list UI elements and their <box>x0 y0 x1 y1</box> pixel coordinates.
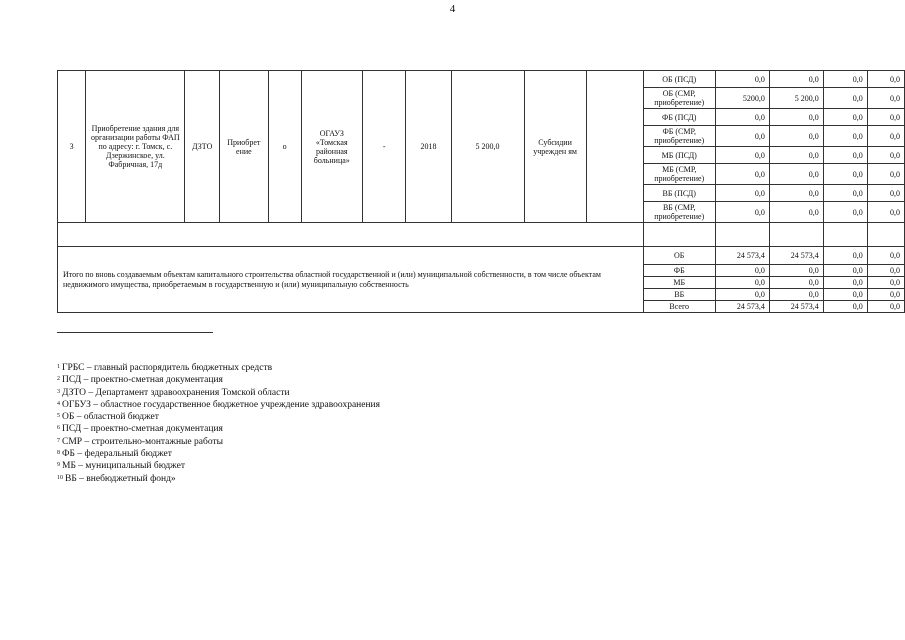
footnote-number: 6 <box>57 425 60 432</box>
spacer-cell <box>769 223 823 247</box>
project-cost: 5 200,0 <box>451 71 524 223</box>
value-cell: 0,0 <box>823 147 867 164</box>
footnote-number: 4 <box>57 400 60 407</box>
value-cell: 0,0 <box>823 109 867 126</box>
value-cell: 0,0 <box>867 71 904 88</box>
value-cell: 0,0 <box>867 301 904 313</box>
value-cell: 0,0 <box>823 265 867 277</box>
value-cell: 24 573,4 <box>769 247 823 265</box>
value-cell: 0,0 <box>715 277 769 289</box>
value-cell: 0,0 <box>715 71 769 88</box>
budget-source: ФБ <box>643 265 715 277</box>
value-cell: 0,0 <box>715 265 769 277</box>
footnote-text: ПСД – проектно-сметная документация <box>62 375 223 386</box>
value-cell: 0,0 <box>867 164 904 185</box>
value-cell: 0,0 <box>769 126 823 147</box>
value-cell: 0,0 <box>769 185 823 202</box>
value-cell: 0,0 <box>823 202 867 223</box>
value-cell: 24 573,4 <box>769 301 823 313</box>
value-cell: 0,0 <box>769 289 823 301</box>
project-name: Приобретение здания для организации работы ФАП по адресу: г. Томск, с. Дзержинское, ул. Фабричная, 17д <box>86 71 185 223</box>
value-cell: 0,0 <box>769 202 823 223</box>
value-cell: 0,0 <box>867 202 904 223</box>
footnote-text: ОБ – областной бюджет <box>62 412 159 423</box>
value-cell: 0,0 <box>867 88 904 109</box>
value-cell: 0,0 <box>715 164 769 185</box>
value-cell: 0,0 <box>823 164 867 185</box>
budget-source: ОБ <box>643 247 715 265</box>
project-dash: - <box>362 71 406 223</box>
value-cell: 0,0 <box>715 126 769 147</box>
value-cell: 5 200,0 <box>769 88 823 109</box>
spacer-cell <box>823 223 867 247</box>
value-cell: 0,0 <box>769 71 823 88</box>
footnote <box>57 362 380 374</box>
value-cell: 0,0 <box>769 109 823 126</box>
project-form: Субсидии учрежден ям <box>524 71 586 223</box>
value-cell: 0,0 <box>867 126 904 147</box>
footnote-number: 10 <box>57 474 63 481</box>
value-cell: 0,0 <box>867 277 904 289</box>
footnote-number: 3 <box>57 388 60 395</box>
footnote-text: ДЗТО – Департамент здравоохранения Томской области <box>62 387 290 398</box>
spacer-cell <box>715 223 769 247</box>
value-cell: 0,0 <box>867 147 904 164</box>
footnote-number: 8 <box>57 450 60 457</box>
value-cell: 0,0 <box>867 185 904 202</box>
spacer-cell <box>643 223 715 247</box>
table-row <box>58 71 905 88</box>
value-cell: 0,0 <box>715 185 769 202</box>
value-cell: 0,0 <box>823 71 867 88</box>
footnote-number: 1 <box>57 364 60 370</box>
project-section <box>58 71 905 223</box>
footnote <box>57 399 380 411</box>
footnote <box>57 423 380 435</box>
value-cell: 5200,0 <box>715 88 769 109</box>
value-cell: 24 573,4 <box>715 247 769 265</box>
project-year: 2018 <box>406 71 451 223</box>
footnote-text: ОГБУЗ – областное государственное бюджетное учреждение здравоохранения <box>62 399 380 410</box>
footnote <box>57 387 380 399</box>
summary-section <box>58 247 905 313</box>
value-cell: 0,0 <box>867 265 904 277</box>
footnote-separator <box>57 332 213 333</box>
budget-source: ВБ <box>643 289 715 301</box>
value-cell: 0,0 <box>769 277 823 289</box>
footnote-number: 2 <box>57 376 60 383</box>
project-o: о <box>268 71 301 223</box>
value-cell: 0,0 <box>769 164 823 185</box>
budget-source: Всего <box>643 301 715 313</box>
footnote <box>57 460 380 472</box>
project-grbs: ДЗТО <box>185 71 220 223</box>
summary-row <box>58 247 905 265</box>
value-cell: 0,0 <box>867 109 904 126</box>
budget-source: ОБ (ПСД) <box>643 71 715 88</box>
value-cell: 0,0 <box>715 202 769 223</box>
budget-source: ВБ (СМР, приобретение) <box>643 202 715 223</box>
footnotes <box>57 362 380 485</box>
project-blank <box>586 71 643 223</box>
budget-source: МБ (СМР, приобретение) <box>643 164 715 185</box>
value-cell: 0,0 <box>769 147 823 164</box>
footnote-text: ГРБС – главный распорядитель бюджетных средств <box>62 363 273 373</box>
value-cell: 0,0 <box>769 265 823 277</box>
value-cell: 0,0 <box>823 301 867 313</box>
footnote-number: 5 <box>57 413 60 420</box>
value-cell: 0,0 <box>715 289 769 301</box>
footnote <box>57 411 380 423</box>
value-cell: 0,0 <box>867 247 904 265</box>
value-cell: 24 573,4 <box>715 301 769 313</box>
budget-source: ФБ (СМР, приобретение) <box>643 126 715 147</box>
spacer-section <box>58 223 905 247</box>
value-cell: 0,0 <box>715 147 769 164</box>
budget-source: МБ <box>643 277 715 289</box>
value-cell: 0,0 <box>823 277 867 289</box>
budget-source: МБ (ПСД) <box>643 147 715 164</box>
page-number: 4 <box>449 3 456 15</box>
footnote-text: МБ – муниципальный бюджет <box>62 461 185 472</box>
budget-source: ОБ (СМР, приобретение) <box>643 88 715 109</box>
footnote <box>57 448 380 460</box>
value-cell: 0,0 <box>823 289 867 301</box>
value-cell: 0,0 <box>715 109 769 126</box>
project-type: Приобрет ение <box>220 71 269 223</box>
footnote-text: СМР – строительно-монтажные работы <box>62 436 223 447</box>
value-cell: 0,0 <box>823 247 867 265</box>
footnote-text: ПСД – проектно-сметная документация <box>62 424 223 435</box>
project-number: 3 <box>58 71 86 223</box>
value-cell: 0,0 <box>823 88 867 109</box>
project-organization: ОГАУЗ «Томская районная больница» <box>301 71 362 223</box>
value-cell: 0,0 <box>823 126 867 147</box>
budget-source: ВБ (ПСД) <box>643 185 715 202</box>
footnote-number: 9 <box>57 462 60 469</box>
budget-source: ФБ (ПСД) <box>643 109 715 126</box>
capital-construction-table <box>57 70 905 313</box>
footnote <box>57 374 380 386</box>
footnote <box>57 473 380 485</box>
footnote <box>57 436 380 448</box>
value-cell: 0,0 <box>823 185 867 202</box>
footnote-text: ФБ – федеральный бюджет <box>62 449 172 460</box>
summary-label: Итого по вновь создаваемым объектам капитального строительства областной государственной и (или) муниципальной собственности, в том числе объектам недвижимого имущества, приобретаемым в государственную и (или) муниципальную собственность <box>58 247 644 313</box>
footnote-number: 7 <box>57 437 60 444</box>
footnote-text: ВБ – внебюджетный фонд» <box>65 473 176 484</box>
spacer-cell <box>58 223 644 247</box>
spacer-cell <box>867 223 904 247</box>
value-cell: 0,0 <box>867 289 904 301</box>
